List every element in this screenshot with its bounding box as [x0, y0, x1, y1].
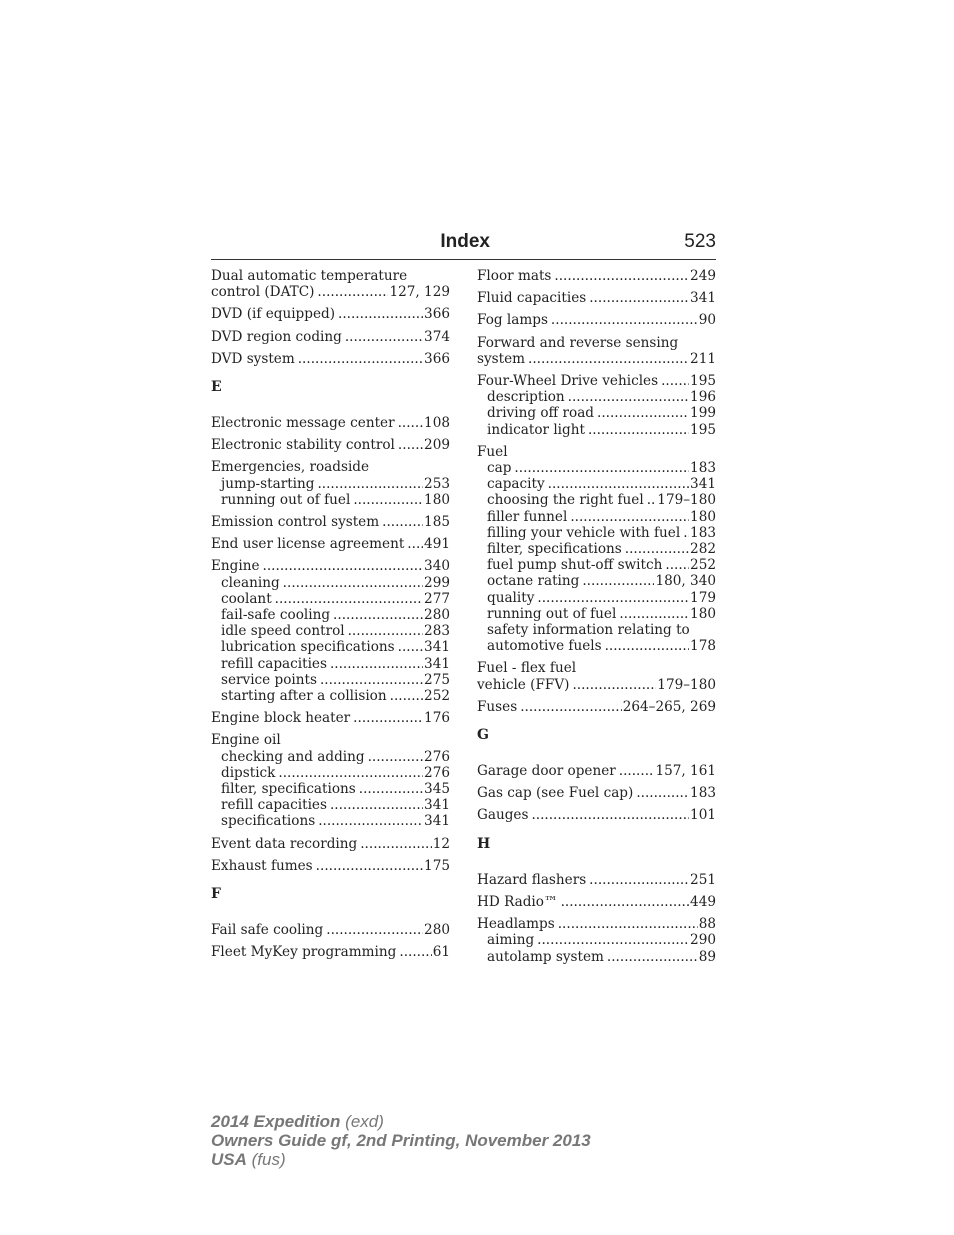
entry-text: DVD system [211, 350, 295, 367]
page-reference: 264–265, 269 [622, 698, 716, 715]
index-entry-line [211, 329, 450, 345]
page-reference: 366 [424, 350, 450, 367]
index-entry-line [211, 437, 450, 453]
index-letter-heading: F [211, 886, 221, 903]
index-entry [477, 872, 716, 888]
footer-model-code: (exd) [345, 1112, 384, 1131]
dot-leader [625, 541, 689, 557]
dot-leader [665, 557, 689, 573]
entry-text: Headlamps [477, 916, 555, 933]
index-subentry [477, 606, 716, 622]
dot-leader [605, 638, 689, 654]
page-reference: 185 [424, 514, 450, 531]
entry-text: running out of fuel [487, 605, 617, 622]
page-reference: 180, 340 [655, 573, 716, 590]
index-entry-line [477, 916, 716, 932]
index-column-right [477, 268, 716, 971]
index-entry [211, 732, 450, 829]
dot-leader [345, 329, 423, 345]
index-entry [477, 894, 716, 910]
index-entry-line [477, 444, 716, 460]
dot-leader [589, 290, 689, 306]
index-subentry [477, 525, 716, 541]
page-reference: 101 [690, 807, 716, 824]
dot-leader [548, 476, 689, 492]
entry-text: automotive fuels [487, 638, 602, 655]
index-entry [477, 268, 716, 284]
index-entry [211, 415, 450, 431]
index-entry [477, 444, 716, 655]
page-reference: 345 [424, 781, 450, 798]
dot-leader [582, 573, 654, 589]
dot-leader [353, 710, 423, 726]
index-entry-line [211, 268, 450, 284]
index-subentry [211, 639, 450, 655]
index-subentry [211, 797, 450, 813]
entry-text: Engine [211, 558, 260, 575]
index-entry-line [477, 351, 716, 367]
dot-leader [589, 872, 689, 888]
dot-leader [398, 415, 423, 431]
entry-text: service points [221, 671, 317, 688]
footer-line-2 [211, 1131, 591, 1150]
entry-text: refill capacities [221, 655, 327, 672]
entry-text: Fuel [477, 443, 508, 460]
index-entry [211, 268, 450, 300]
entry-text: system [477, 350, 526, 367]
page-reference: 366 [424, 306, 450, 323]
page-reference: 280 [424, 922, 450, 939]
page-reference: 491 [424, 536, 450, 553]
dot-leader [558, 916, 698, 932]
page-reference: 179–180 [657, 676, 716, 693]
page-reference: 341 [424, 797, 450, 814]
dot-leader [619, 606, 689, 622]
index-subentry [211, 623, 450, 639]
entry-text: Gauges [477, 807, 529, 824]
index-entry-line [211, 415, 450, 431]
footer-line-3 [211, 1150, 591, 1169]
index-entry [477, 335, 716, 367]
index-entry [211, 306, 450, 322]
dot-leader [619, 763, 655, 779]
index-entry-line [211, 351, 450, 367]
index-entry-line [477, 872, 716, 888]
page-reference: 341 [424, 639, 450, 656]
entry-text: aiming [487, 932, 535, 949]
index-entry [477, 785, 716, 801]
entry-text: Four-Wheel Drive vehicles [477, 373, 659, 390]
index-subentry [211, 492, 450, 508]
entry-text: Fuel - flex fuel [477, 660, 577, 677]
index-letter-heading: G [477, 727, 489, 744]
entry-text: DVD (if equipped) [211, 306, 336, 323]
dot-leader [531, 807, 689, 823]
entry-text: cleaning [221, 574, 280, 591]
index-entry-line [477, 763, 716, 779]
index-entry [211, 514, 450, 530]
page-reference: 195 [690, 373, 716, 390]
entry-text: control (DATC) [211, 284, 315, 301]
dot-leader [382, 514, 423, 530]
entry-text: autolamp system [487, 948, 604, 965]
index-entry [211, 836, 450, 852]
entry-text: End user license agreement [211, 536, 405, 553]
dot-leader [514, 460, 689, 476]
entry-text: driving off road [487, 405, 595, 422]
entry-text: Garage door opener [477, 763, 616, 780]
entry-text: checking and adding [221, 748, 365, 765]
entry-text: cap [487, 460, 512, 477]
page-reference: 252 [690, 557, 716, 574]
footer-edition: Owners Guide gf, 2nd Printing, November 2013 [211, 1131, 591, 1150]
dot-leader [572, 677, 656, 693]
page-reference: 341 [424, 655, 450, 672]
index-entry [477, 916, 716, 965]
dot-leader [390, 688, 423, 704]
footer-market-code: (fus) [251, 1150, 286, 1169]
dot-leader [636, 785, 689, 801]
index-entry-line [477, 335, 716, 351]
page-reference: 89 [698, 948, 716, 965]
page-reference: 374 [424, 328, 450, 345]
page-reference: 180 [690, 508, 716, 525]
index-subentry [211, 656, 450, 672]
index-entry-line [211, 944, 450, 960]
index-subentry [477, 476, 716, 492]
index-entry-line [211, 306, 450, 322]
entry-text: description [487, 389, 565, 406]
entry-text: filter, specifications [221, 781, 356, 798]
dot-leader [360, 836, 431, 852]
dot-leader [398, 639, 423, 655]
entry-text: filling your vehicle with fuel [487, 524, 681, 541]
dot-leader [661, 373, 689, 389]
entry-text: Fail safe cooling [211, 922, 324, 939]
entry-text: Forward and reverse sensing [477, 334, 679, 351]
page-reference: 179–180 [657, 492, 716, 509]
index-subentry [211, 749, 450, 765]
entry-text: Event data recording [211, 835, 358, 852]
index-subentry [477, 622, 716, 638]
dot-leader [588, 422, 689, 438]
entry-text: Dual automatic temperature [211, 268, 408, 284]
page-reference: 196 [690, 389, 716, 406]
index-subentry [477, 590, 716, 606]
dot-leader [298, 351, 423, 367]
entry-text: dipstick [221, 764, 276, 781]
index-entry-line [211, 558, 450, 574]
entry-text: jump-starting [221, 475, 315, 492]
page-reference: 175 [424, 857, 450, 874]
entry-text: Floor mats [477, 268, 552, 284]
dot-leader [317, 476, 423, 492]
dot-leader [353, 492, 423, 508]
index-entry-line [477, 807, 716, 823]
dot-leader [561, 894, 689, 910]
index-entry-line [211, 732, 450, 748]
dot-leader [554, 268, 689, 284]
entry-text: fail-safe cooling [221, 607, 331, 624]
footer-line-1 [211, 1112, 591, 1131]
dot-leader [647, 492, 657, 508]
page-reference: 282 [690, 541, 716, 558]
index-entry [211, 536, 450, 552]
index-entry [211, 944, 450, 960]
index-subentry [211, 476, 450, 492]
dot-leader [537, 932, 689, 948]
index-entry-line [211, 710, 450, 726]
entry-text: running out of fuel [221, 491, 351, 508]
index-entry-line [477, 894, 716, 910]
dot-leader [330, 656, 423, 672]
dot-leader [283, 575, 423, 591]
page-header [211, 229, 716, 260]
page-reference: 178 [690, 638, 716, 655]
page-reference: 209 [424, 437, 450, 454]
dot-leader [368, 749, 423, 765]
page-reference: 180 [690, 605, 716, 622]
entry-text: lubrication specifications [221, 639, 395, 656]
entry-text: coolant [221, 590, 272, 607]
footer-model: 2014 Expedition [211, 1112, 341, 1131]
entry-text: starting after a collision [221, 688, 387, 705]
index-entry [211, 351, 450, 367]
entry-text: Hazard flashers [477, 871, 587, 888]
entry-text: fuel pump shut-off switch [487, 557, 663, 574]
page-number: 523 [684, 231, 716, 252]
entry-text: Engine oil [211, 732, 281, 749]
entry-text: HD Radio™ [477, 893, 558, 910]
index-entry [477, 290, 716, 306]
index-entry-line [211, 284, 450, 300]
entry-text: capacity [487, 476, 545, 493]
dot-leader [520, 699, 622, 715]
entry-text: specifications [221, 813, 316, 830]
page-reference: 275 [424, 671, 450, 688]
index-subentry [211, 688, 450, 704]
dot-leader [399, 944, 431, 960]
page-reference: 88 [698, 916, 716, 933]
entry-text: Fleet MyKey programming [211, 944, 397, 961]
page-reference: 108 [424, 415, 450, 432]
page-reference: 299 [424, 574, 450, 591]
dot-leader [607, 949, 698, 965]
index-entry-line [211, 536, 450, 552]
index-subentry [477, 932, 716, 948]
index-entry [211, 922, 450, 938]
dot-leader [568, 389, 689, 405]
index-subentry [211, 781, 450, 797]
entry-text: filler funnel [487, 508, 568, 525]
page-reference: 280 [424, 607, 450, 624]
index-entry-line [477, 677, 716, 693]
index-entry-line [477, 785, 716, 801]
page-reference: 183 [690, 524, 716, 541]
dot-leader [318, 813, 423, 829]
page-reference: 276 [424, 764, 450, 781]
dot-leader [528, 351, 689, 367]
index-subentry [477, 509, 716, 525]
page-reference: 277 [424, 590, 450, 607]
dot-leader [359, 781, 423, 797]
page-reference: 127, 129 [389, 284, 450, 301]
index-subentry [477, 405, 716, 421]
page-reference: 199 [690, 405, 716, 422]
dot-leader [316, 858, 423, 874]
page-reference: 283 [424, 623, 450, 640]
index-subentry [211, 765, 450, 781]
entry-text: vehicle (FFV) [477, 676, 570, 693]
page-reference: 341 [424, 813, 450, 830]
entry-text: Emergencies, roadside [211, 459, 370, 476]
dot-leader [275, 591, 423, 607]
entry-text: Fluid capacities [477, 290, 587, 307]
entry-text: Exhaust fumes [211, 857, 313, 874]
index-letter-heading: H [477, 835, 491, 852]
entry-text: filter, specifications [487, 541, 622, 558]
dot-leader [570, 509, 689, 525]
page-footer [211, 1112, 591, 1169]
page-reference: 340 [424, 558, 450, 575]
page-reference: 180 [424, 491, 450, 508]
page-reference: 157, 161 [655, 763, 716, 780]
page-reference: 252 [424, 688, 450, 705]
dot-leader [326, 922, 423, 938]
index-entry-line [211, 922, 450, 938]
page-reference: 290 [690, 932, 716, 949]
index-entry-line [211, 858, 450, 874]
entry-text: octane rating [487, 573, 580, 590]
dot-leader [330, 797, 423, 813]
entry-text: Fuses [477, 698, 518, 715]
page-reference: 449 [690, 893, 716, 910]
dot-leader [263, 558, 424, 574]
index-subentry [477, 949, 716, 965]
index-entry [211, 329, 450, 345]
entry-text: safety information relating to [487, 622, 690, 639]
index-subentry [211, 672, 450, 688]
index-entry-line [211, 514, 450, 530]
index-entry [477, 312, 716, 328]
footer-market: USA [211, 1150, 247, 1169]
index-entry-line [211, 836, 450, 852]
entry-text: Electronic stability control [211, 437, 395, 454]
page-reference: 276 [424, 748, 450, 765]
dot-leader [320, 672, 423, 688]
index-entry-line [477, 312, 716, 328]
dot-leader [278, 765, 423, 781]
page-reference: 183 [690, 785, 716, 802]
index-subentry [477, 638, 716, 654]
dot-leader [348, 623, 423, 639]
page-reference: 90 [698, 312, 716, 329]
index-subentry [211, 591, 450, 607]
index-subentry [477, 389, 716, 405]
dot-leader [317, 284, 388, 300]
entry-text: Gas cap (see Fuel cap) [477, 785, 634, 802]
index-entry [477, 763, 716, 779]
index-subentry [477, 557, 716, 573]
page-reference: 251 [690, 871, 716, 888]
page-reference: 341 [690, 476, 716, 493]
dot-leader [551, 312, 698, 328]
entry-text: refill capacities [221, 797, 327, 814]
dot-leader [683, 525, 689, 541]
entry-text: indicator light [487, 421, 585, 438]
index-subentry [477, 460, 716, 476]
index-column-left [211, 268, 450, 967]
entry-text: choosing the right fuel [487, 492, 644, 509]
page-reference: 12 [432, 835, 450, 852]
page-reference: 195 [690, 421, 716, 438]
index-subentry [477, 573, 716, 589]
index-subentry [211, 813, 450, 829]
index-entry-line [211, 459, 450, 475]
entry-text: idle speed control [221, 623, 345, 640]
index-entry [211, 459, 450, 508]
index-subentry [211, 575, 450, 591]
index-entry-line [477, 268, 716, 284]
index-letter-heading: E [211, 379, 222, 396]
index-entry [211, 558, 450, 704]
page-title: Index [440, 231, 490, 252]
entry-text: DVD region coding [211, 328, 342, 345]
dot-leader [537, 590, 689, 606]
index-subentry [477, 422, 716, 438]
page-reference: 341 [690, 290, 716, 307]
index-entry [211, 437, 450, 453]
entry-text: Electronic message center [211, 415, 395, 432]
page-reference: 183 [690, 460, 716, 477]
dot-leader [407, 536, 423, 552]
index-entry-line [477, 290, 716, 306]
index-entry [477, 807, 716, 823]
index-entry [477, 660, 716, 692]
index-subentry [477, 541, 716, 557]
index-entry [477, 699, 716, 715]
entry-text: quality [487, 589, 535, 606]
dot-leader [338, 306, 423, 322]
page-reference: 61 [432, 944, 450, 961]
entry-text: Fog lamps [477, 312, 548, 329]
index-entry [477, 373, 716, 438]
index-entry-line [477, 660, 716, 676]
index-subentry [211, 607, 450, 623]
dot-leader [333, 607, 423, 623]
page-reference: 249 [690, 268, 716, 284]
dot-leader [597, 405, 689, 421]
index-subentry [477, 492, 716, 508]
page-reference: 179 [690, 589, 716, 606]
page-reference: 176 [424, 710, 450, 727]
entry-text: Engine block heater [211, 710, 351, 727]
index-entry-line [477, 373, 716, 389]
page-reference: 211 [690, 350, 716, 367]
index-entry [211, 858, 450, 874]
page-reference: 253 [424, 475, 450, 492]
dot-leader [398, 437, 423, 453]
index-entry-line [477, 699, 716, 715]
entry-text: Emission control system [211, 514, 380, 531]
index-entry [211, 710, 450, 726]
